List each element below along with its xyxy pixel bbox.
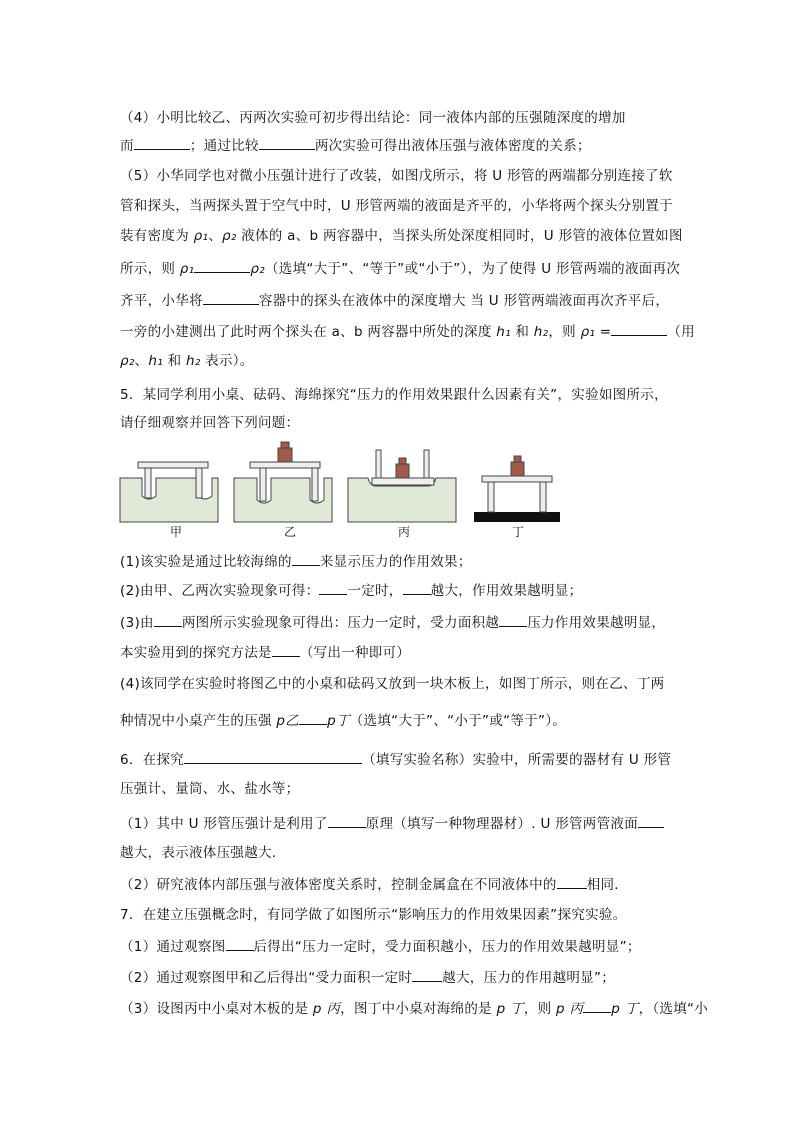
q7-line2: （1）通过观察图 后得出“压力一定时，受力面积越小，压力的作用效果越明显”； <box>120 936 641 957</box>
figure-bing <box>348 450 456 522</box>
answer-blank[interactable] <box>319 580 347 595</box>
answer-blank[interactable] <box>154 612 182 627</box>
q4-5-line6: 一旁的小建测出了此时两个探头在 a、b 两容器中所处的深度 h₁ 和 h₂，则 ρ₁ = （用 <box>120 321 695 342</box>
answer-blank[interactable] <box>299 710 327 725</box>
q4-5-line7: ρ₂、h₁ 和 h₂ 表示）。 <box>120 353 254 369</box>
q6-line3: （1）其中 U 形管压强计是利用了 原理（填写一种物理器材）. U 形管两管液面 <box>120 813 664 834</box>
q4-5-line4: 所示，则 ρ₁ ρ₂（选填“大于”、“等于”或“小于”），为了使得 U 形管两端的液面再次 <box>120 258 680 279</box>
q7-line4: （3）设图丙中小桌对木板的是 p 丙，图丁中小桌对海绵的是 p 丁，则 p 丙 p 丁，（选填“小 <box>120 998 708 1019</box>
answer-blank[interactable] <box>412 967 442 982</box>
figure-jia <box>120 462 218 522</box>
answer-blank[interactable] <box>328 813 366 828</box>
answer-blank[interactable] <box>203 290 259 305</box>
figure-label-bing: 丙 <box>398 525 411 539</box>
figure-label-ding: 丁 <box>512 525 525 539</box>
q5-part1: (1)该实验是通过比较海绵的 来显示压力的作用效果； <box>120 551 472 572</box>
q5-part2: (2)由甲、乙两次实验现象可得： 一定时， 越大，作用效果越明显； <box>120 580 582 601</box>
answer-blank[interactable] <box>499 612 527 627</box>
answer-blank[interactable] <box>134 135 190 150</box>
figure-yi <box>234 442 332 522</box>
q4-5-line5: 齐平，小华将 容器中的探头在液体中的深度增大 当 U 形管两端液面再次齐平后， <box>120 290 669 311</box>
q7-line3: （2）通过观察图甲和乙后得出“受力面积一定时 越大，压力的作用越明显”； <box>120 967 615 988</box>
answer-blank[interactable] <box>557 874 587 889</box>
answer-blank[interactable] <box>226 936 254 951</box>
q5-part4-cont: 种情况中小桌产生的压强 p乙 p丁（选填“大于”、“小于”或“等于”）。 <box>120 710 566 731</box>
q6-line5: （2）研究液体内部压强与液体密度关系时，控制金属盒在不同液体中的 相同． <box>120 874 628 895</box>
q5-part3-cont: 本实验用到的探究方法是 （写出一种即可） <box>120 642 410 663</box>
answer-blank[interactable] <box>194 258 250 273</box>
experiment-figure <box>110 438 580 526</box>
figure-ding <box>474 456 560 522</box>
q5-line2: 请仔细观察并回答下列问题： <box>120 415 300 431</box>
answer-blank[interactable] <box>583 998 611 1013</box>
q4-line2: 而 ；通过比较 两次实验可得出液体压强与液体密度的关系； <box>120 135 591 156</box>
figure-label-jia: 甲 <box>170 525 183 539</box>
q4-5-line3: 装有密度为 ρ₁、ρ₂ 液体的 a、b 两容器中，当探头所处深度相同时，U 形管的液体位置如图 <box>120 228 683 244</box>
q5-line1: 5．某同学利用小桌、砝码、海绵探究“压力的作用效果跟什么因素有关”，实验如图所示， <box>120 387 668 403</box>
q4-5-line2: 管和探头，当两探头置于空气中时，U 形管两端的液面是齐平的，小华将两个探头分别置于 <box>120 198 673 214</box>
answer-blank[interactable] <box>611 321 667 336</box>
q5-part3: (3)由 两图所示实验现象可得出：压力一定时，受力面积越 压力作用效果越明显， <box>120 612 665 633</box>
answer-blank[interactable] <box>259 135 315 150</box>
q6-line4: 越大，表示液体压强越大． <box>120 845 286 861</box>
figure-label-yi: 乙 <box>284 525 297 539</box>
answer-blank[interactable] <box>638 813 664 828</box>
q7-line1: 7．在建立压强概念时，有同学做了如图所示“影响压力的作用效果因素”探究实验。 <box>120 907 627 923</box>
answer-blank[interactable] <box>272 642 300 657</box>
q4-5-line1: （5）小华同学也对微小压强计进行了改装，如图戊所示，将 U 形管的两端都分别连接了软 <box>120 168 673 184</box>
q6-line1: 6．在探究 （填写实验名称）实验中，所需要的器材有 U 形管 <box>120 749 671 770</box>
q4-line1: （4）小明比较乙、丙两次实验可初步得出结论：同一液体内部的压强随深度的增加 <box>120 110 626 126</box>
q5-part4: (4)该同学在实验时将图乙中的小桌和砝码又放到一块木板上，如图丁所示，则在乙、丁两 <box>120 676 665 692</box>
answer-blank[interactable] <box>184 749 362 764</box>
q6-line2: 压强计、量筒、水、盐水等； <box>120 781 300 797</box>
answer-blank[interactable] <box>403 580 431 595</box>
answer-blank[interactable] <box>292 551 320 566</box>
